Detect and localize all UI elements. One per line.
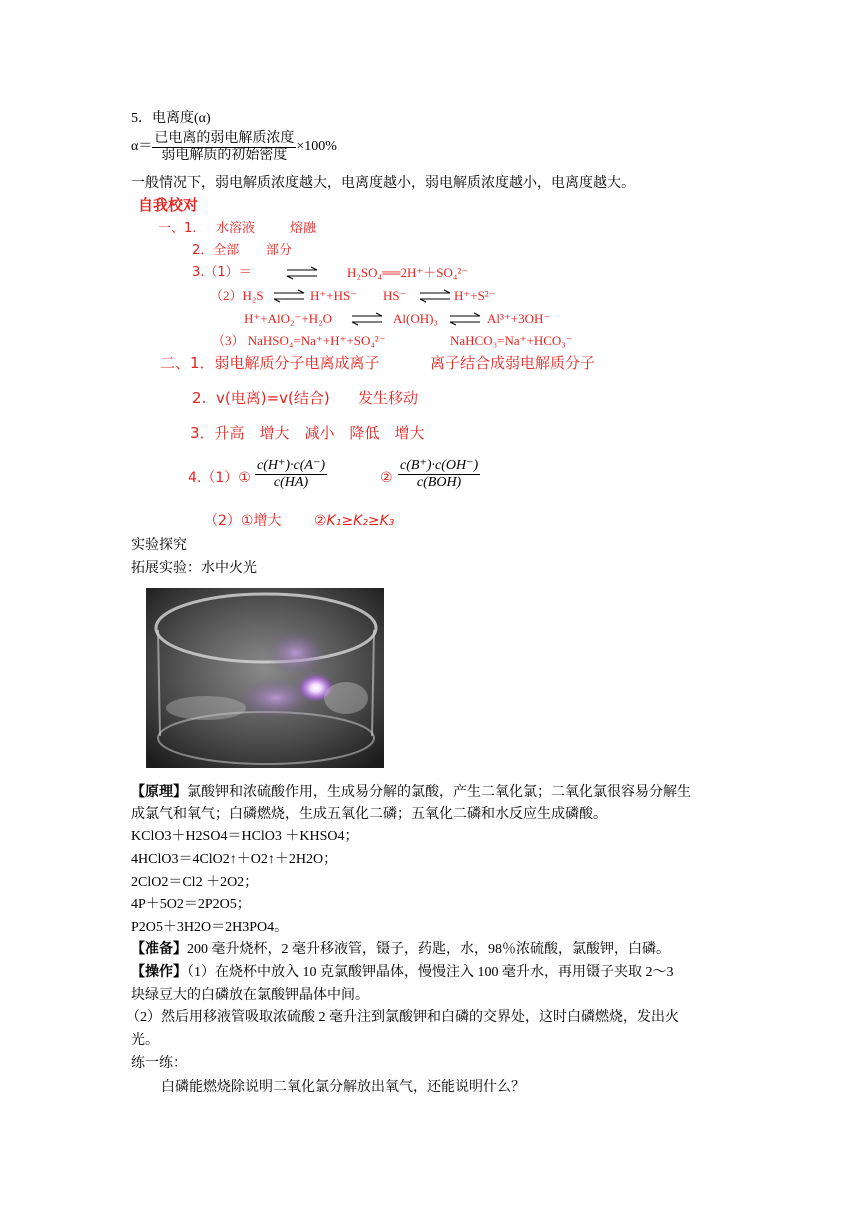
equilibrium-arrow-icon [448, 312, 482, 326]
equilibrium-arrow-icon [272, 289, 306, 303]
equilibrium-arrow-icon [350, 312, 384, 326]
equilibrium-arrow-icon [418, 289, 452, 303]
practice-label: 练一练： [131, 1056, 187, 1071]
answer-5c: Al³⁺+3OH⁻ [487, 311, 551, 326]
equation-3: 2ClO2＝Cl2 ＋2O2； [131, 875, 259, 890]
answer-5b: Al(OH)₃ [393, 311, 438, 326]
answer-ii2-rate: v(电离)=v(结合) [216, 389, 330, 407]
ka-denominator: c(HA) [273, 475, 309, 491]
equation-4: 4P＋5O2＝2P2O5； [131, 897, 251, 912]
answer-ii3: 3．升高 增大 减小 降低 增大 [190, 424, 425, 442]
principle-line-1 [131, 785, 691, 802]
ka-numerator: c(H⁺)·c(A⁻) [255, 458, 327, 475]
answer-ii1b: 离子结合成弱电解质分子 [430, 354, 596, 372]
formula-fraction [152, 131, 296, 164]
answer-2a: 2．全部 [192, 243, 240, 258]
ionization-formula [131, 131, 337, 164]
practice-question: 白磷能燃烧除说明二氧化氯分解放出氧气，还能说明什么？ [161, 1080, 525, 1095]
equilibrium-arrow-icon [285, 266, 319, 280]
operation-line-4: 光。 [131, 1033, 159, 1048]
operation-line-1 [131, 965, 674, 982]
principle-text-1: 氯酸钾和浓硫酸作用，生成易分解的氯酸，产生二氧化氯；二氧化氯很容易分解生 [187, 785, 691, 800]
operation-line-2: 块绿豆大的白磷放在氯酸钾晶体中间。 [131, 988, 369, 1003]
prep-text: 200 毫升烧杯，2 毫升移液管，镊子，药匙，水，98％浓硫酸，氯酸钾，白磷。 [187, 942, 670, 957]
preparation-line [131, 942, 670, 959]
answer-4c: HS⁻ [383, 288, 407, 303]
principle-line-2: 成氯气和氧气；白磷燃烧，生成五氧化二磷；五氧化二磷和水反应生成磷酸。 [131, 807, 607, 822]
answer-3-equation: H₂SO₄══2H⁺＋SO₄²⁻ [347, 265, 469, 280]
kb-denominator: c(BOH) [416, 475, 462, 491]
formula-tail: ×100% [296, 139, 337, 155]
answer-3-label: 3.（1）＝ [192, 265, 252, 280]
answer-6a: （3） NaHSO₄=Na⁺+H⁺+SO₄²⁻ [212, 333, 386, 348]
answer-5a: H⁺+AlO₂⁻+H₂O [244, 311, 333, 326]
answer-1b: 熔融 [290, 221, 317, 236]
answer-ii2-label: 2. [192, 389, 207, 407]
equation-2: 4HClO3＝4ClO2↑＋O2↑＋2H2O； [131, 852, 338, 867]
formula-numerator: 已电离的弱电解质浓度 [152, 131, 296, 148]
principle-label: 【原理】 [131, 785, 187, 800]
answer-1-label: 一、1. [158, 221, 197, 236]
answer-ii2-shift: 发生移动 [358, 389, 419, 407]
answer-4d: H⁺+S²⁻ [454, 288, 496, 303]
prep-label: 【准备】 [131, 942, 187, 957]
kb-numerator: c(B⁺)·c(OH⁻) [398, 458, 480, 475]
answer-ii4-label: 4.（1）① [188, 470, 251, 486]
section-title: 5．电离度(α) [131, 111, 211, 126]
answer-1a: 水溶液 [216, 221, 256, 236]
experiment-photo [146, 588, 384, 768]
beaker-flame-image [146, 588, 384, 768]
op-text-1: （1）在烧杯中放入 10 克氯酸钾晶体，慢慢注入 100 毫升水，再用镊子夹取 2～3 [187, 965, 674, 980]
equation-5: P2O5＋3H2O＝2H3PO4。 [131, 920, 289, 935]
answer-ii1: 二、1．弱电解质分子电离成离子 [160, 354, 380, 372]
kb-expression [398, 458, 480, 491]
experiment-subtitle: 拓展实验：水中火光 [131, 561, 257, 576]
equation-1: KClO3＋H2SO4＝HClO3 ＋KHSO4； [131, 829, 359, 844]
operation-line-3: （2）然后用移液管吸取浓硫酸 2 毫升注到氯酸钾和白磷的交界处，这时白磷燃烧，发出火 [126, 1010, 679, 1025]
answer-ii5a: （2）①增大 [204, 513, 282, 529]
ka-expression [255, 458, 327, 491]
answer-ii5b: ②K₁≥K₂≥K₃ [314, 513, 395, 529]
selfcheck-heading: 自我校对 [138, 196, 199, 214]
section-note: 一般情况下，弱电解质浓度越大，电离度越小，弱电解质浓度越小，电离度越大。 [131, 176, 635, 191]
answer-4a: （2）H₂S [210, 288, 264, 303]
formula-lhs: α＝ [131, 139, 153, 155]
answer-2b: 部分 [266, 243, 293, 258]
formula-denominator: 弱电解质的初始密度 [161, 148, 288, 164]
op-label: 【操作】 [131, 965, 187, 980]
answer-6b: NaHCO₃=Na⁺+HCO₃⁻ [450, 333, 573, 348]
experiment-title: 实验探究 [131, 538, 187, 553]
answer-ii4-2-label: ② [380, 470, 393, 486]
answer-4b: H⁺+HS⁻ [310, 288, 358, 303]
